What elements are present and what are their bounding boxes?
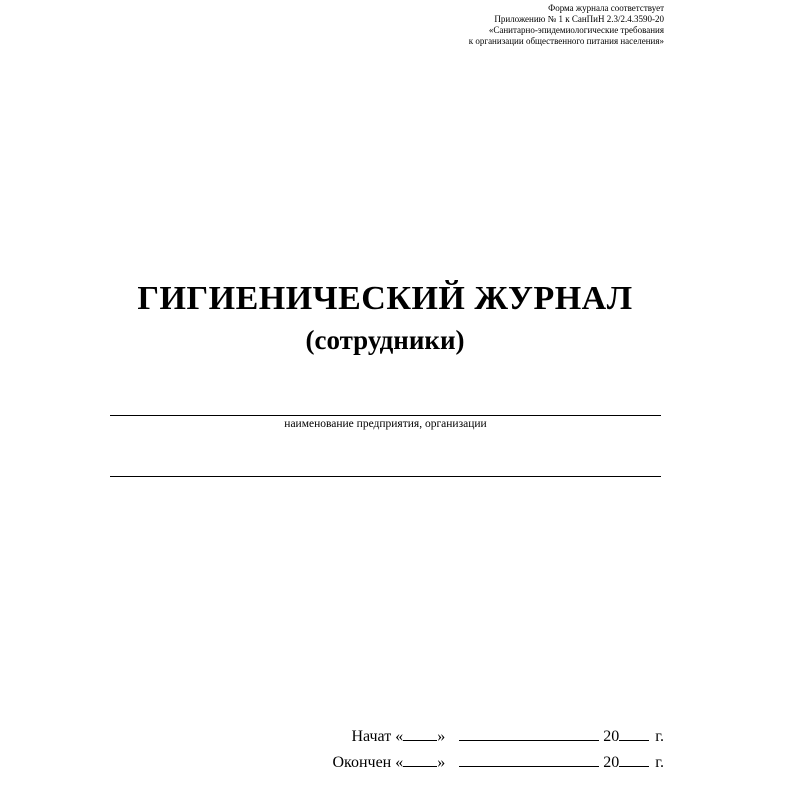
- start-month-field[interactable]: [459, 726, 599, 741]
- start-date-label: Начат «: [351, 728, 404, 745]
- start-date-row: [351, 726, 664, 746]
- end-close-quote: »: [437, 754, 446, 771]
- journal-title: ГИГИЕНИЧЕСКИЙ ЖУРНАЛ: [137, 280, 633, 317]
- start-year-field[interactable]: [619, 726, 649, 741]
- regulation-note-line: Приложению № 1 к СанПиН 2.3/2.4.3590-20: [494, 14, 664, 24]
- start-day-field[interactable]: [403, 726, 437, 741]
- organization-extra-line[interactable]: [110, 476, 661, 477]
- organization-name-line[interactable]: [110, 415, 661, 416]
- regulation-note-line: «Санитарно-эпидемиологические требования: [488, 25, 664, 35]
- end-date-label: Окончен «: [332, 754, 404, 771]
- regulation-note: [364, 3, 664, 47]
- end-date-row: [332, 752, 664, 772]
- start-year-prefix: 20: [603, 728, 620, 745]
- end-year-prefix: 20: [603, 754, 620, 771]
- start-year-suffix: г.: [655, 728, 664, 745]
- end-year-field[interactable]: [619, 752, 649, 767]
- journal-subtitle: (сотрудники): [305, 325, 465, 355]
- organization-caption: наименование предприятия, организации: [284, 418, 487, 430]
- end-year-suffix: г.: [655, 754, 664, 771]
- start-close-quote: »: [437, 728, 446, 745]
- regulation-note-line: Форма журнала соответствует: [548, 3, 664, 13]
- regulation-note-line: к организации общественного питания населения»: [468, 36, 664, 46]
- end-month-field[interactable]: [459, 752, 599, 767]
- end-day-field[interactable]: [403, 752, 437, 767]
